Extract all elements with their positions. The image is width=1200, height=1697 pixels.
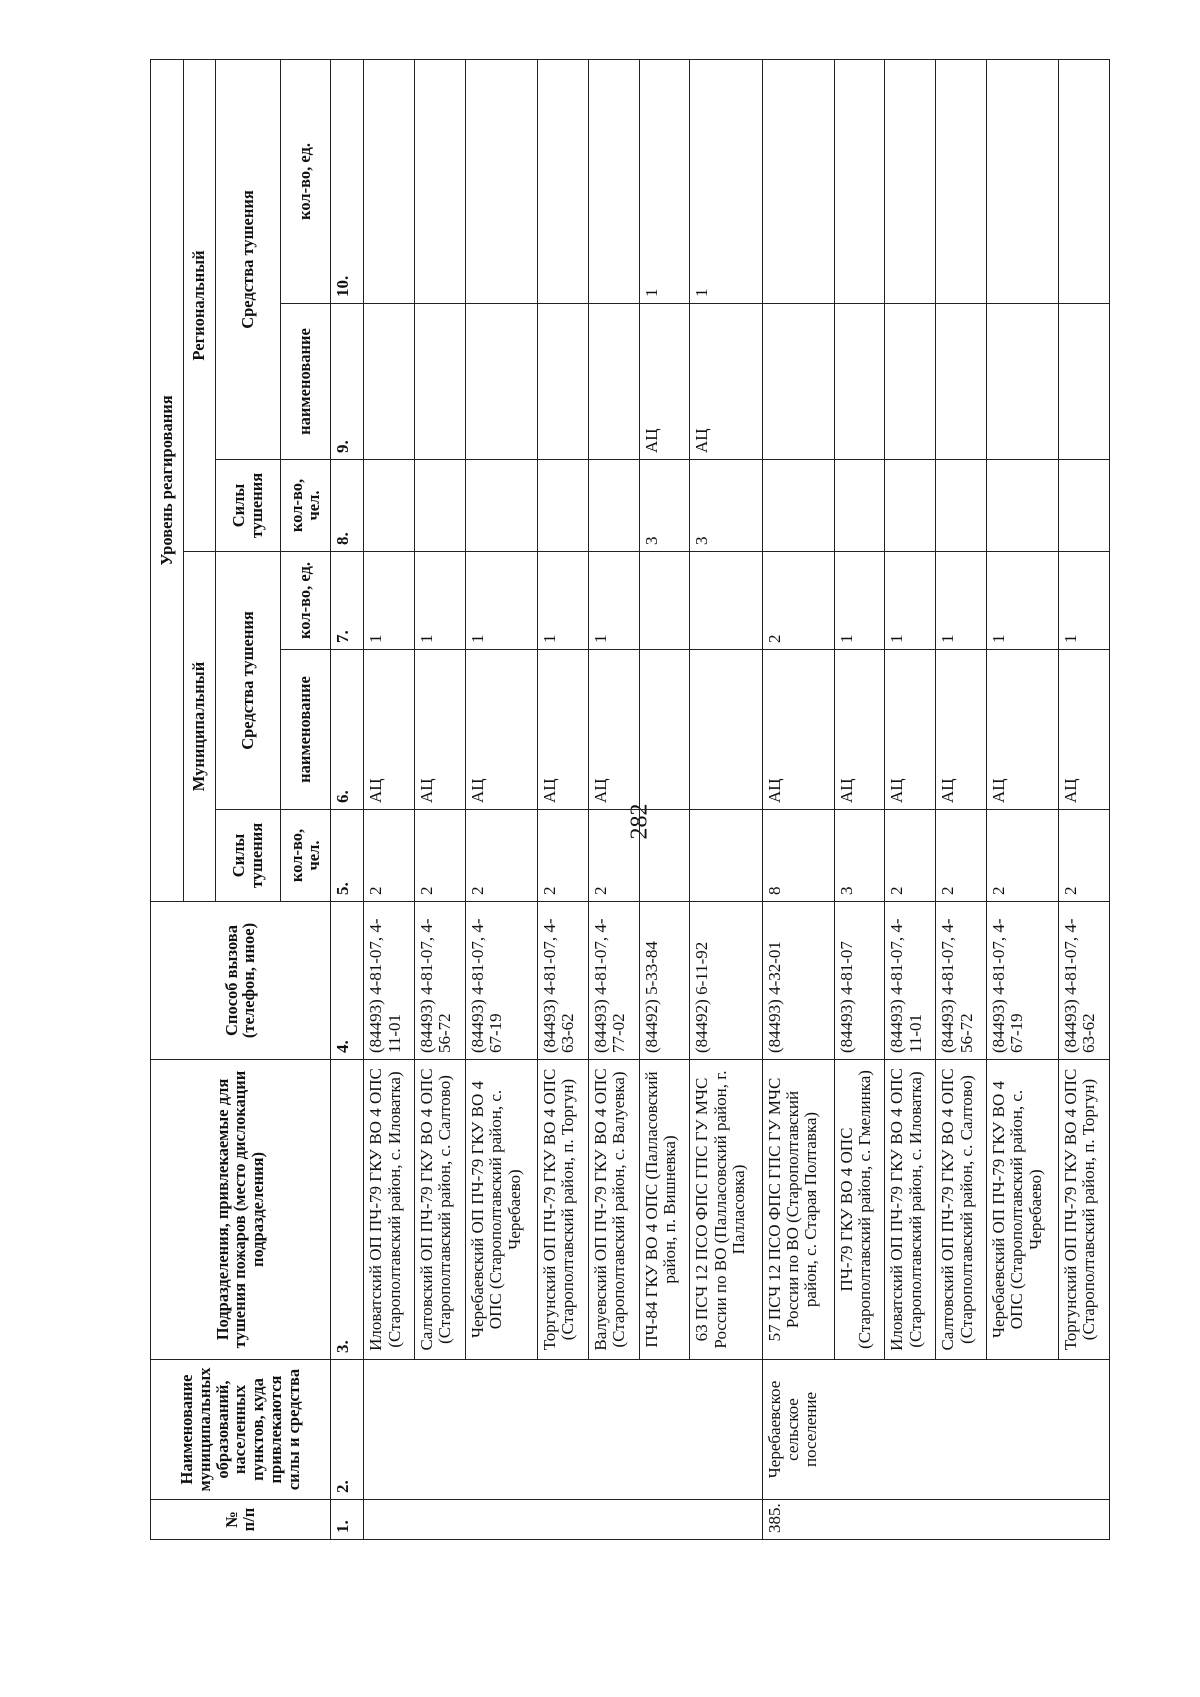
regional-means-qty-cell: [1059, 59, 1110, 303]
regional-means-qty-cell: [986, 59, 1058, 303]
table-body: [364, 59, 1110, 1539]
regional-means-qty-cell: [588, 59, 639, 303]
phone-cell: (84493) 4-81-07, 4-56-72: [415, 902, 466, 1060]
header-qty-people: кол-во, чел.: [281, 810, 331, 902]
rotated-table-sheet: [150, 60, 1110, 1540]
municipal-forces-cell: [639, 810, 690, 902]
municipal-forces-cell: 2: [588, 810, 639, 902]
regional-means-name-cell: [1059, 304, 1110, 460]
regional-forces-cell: [465, 460, 537, 552]
header-forces-municipal: Силы тушения: [216, 810, 281, 902]
header-regional: Региональный: [183, 59, 216, 551]
municipality-cell: Черебаевское сельское поселение: [762, 1360, 1110, 1500]
header-no: № п/п: [151, 1500, 331, 1540]
municipal-means-name-cell: АЦ: [465, 650, 537, 810]
regional-means-name-cell: [986, 304, 1058, 460]
header-means-municipal: Средства тушения: [216, 552, 281, 810]
municipal-means-name-cell: АЦ: [762, 650, 834, 810]
municipal-means-qty-cell: 1: [986, 552, 1058, 650]
phone-cell: (84492) 5-33-84: [639, 902, 690, 1060]
municipal-forces-cell: 3: [834, 810, 885, 902]
phone-cell: (84493) 4-32-01: [762, 902, 834, 1060]
municipal-forces-cell: 2: [465, 810, 537, 902]
regional-forces-cell: 3: [690, 460, 762, 552]
unit-cell: ПЧ-84 ГКУ ВО 4 ОПС (Палласовский район, п. Вишневка): [639, 1060, 690, 1360]
regional-forces-cell: [364, 460, 415, 552]
regional-means-name-cell: АЦ: [690, 304, 762, 460]
municipal-forces-cell: 2: [538, 810, 589, 902]
regional-means-qty-cell: [364, 59, 415, 303]
unit-cell: Иловатский ОП ПЧ-79 ГКУ ВО 4 ОПС (Старополтавский район, с. Иловатка): [364, 1060, 415, 1360]
regional-means-qty-cell: [415, 59, 466, 303]
table-row: [885, 59, 936, 1539]
municipal-forces-cell: 2: [415, 810, 466, 902]
regional-forces-cell: [936, 460, 987, 552]
regional-means-name-cell: [834, 304, 885, 460]
municipal-means-name-cell: АЦ: [415, 650, 466, 810]
row-number-cell: [364, 1500, 762, 1540]
regional-means-name-cell: [885, 304, 936, 460]
regional-means-qty-cell: [936, 59, 987, 303]
column-number: 9.: [330, 304, 364, 460]
table-row: [639, 59, 690, 1539]
column-number-row: [330, 59, 364, 1539]
table-row: [415, 59, 466, 1539]
table-row: [538, 59, 589, 1539]
column-number: 7.: [330, 552, 364, 650]
table-row: [1059, 59, 1110, 1539]
municipal-means-qty-cell: 1: [465, 552, 537, 650]
municipal-means-name-cell: АЦ: [936, 650, 987, 810]
municipal-forces-cell: 2: [885, 810, 936, 902]
column-number: 8.: [330, 460, 364, 552]
municipal-means-name-cell: [690, 650, 762, 810]
header-qty-units: кол-во, ед.: [281, 59, 331, 303]
municipal-forces-cell: 8: [762, 810, 834, 902]
regional-means-qty-cell: [465, 59, 537, 303]
unit-cell: 63 ПСЧ 12 ПСО ФПС ГПС ГУ МЧС России по ВО (Палласовский район, г. Палласовка): [690, 1060, 762, 1360]
unit-cell: Салтовский ОП ПЧ-79 ГКУ ВО 4 ОПС (Старополтавский район, с. Салтово): [415, 1060, 466, 1360]
header-means-regional: Средства тушения: [216, 59, 281, 459]
header-name: наименование: [281, 650, 331, 810]
unit-cell: ПЧ-79 ГКУ ВО 4 ОПС (Старополтавский район, с. Гмелинка): [834, 1060, 885, 1360]
table-row: [364, 59, 415, 1539]
header-qty-units: кол-во, ед.: [281, 552, 331, 650]
phone-cell: (84492) 6-11-92: [690, 902, 762, 1060]
regional-means-name-cell: [415, 304, 466, 460]
column-number: 1.: [330, 1500, 364, 1540]
unit-cell: 57 ПСЧ 12 ПСО ФПС ГПС ГУ МЧС России по ВО (Старополтавский район, с. Старая Полтавка): [762, 1060, 834, 1360]
municipal-means-name-cell: [639, 650, 690, 810]
phone-cell: (84493) 4-81-07, 4-11-01: [364, 902, 415, 1060]
column-number: 6.: [330, 650, 364, 810]
regional-forces-cell: [415, 460, 466, 552]
table-row: [834, 59, 885, 1539]
table-row: [588, 59, 639, 1539]
header-call: Способ вызова (телефон, иное): [151, 902, 331, 1060]
column-number: 10.: [330, 59, 364, 303]
municipal-forces-cell: 2: [936, 810, 987, 902]
header-forces-regional: Силы тушения: [216, 460, 281, 552]
header-municipal: Муниципальный: [183, 552, 216, 902]
unit-cell: Иловатский ОП ПЧ-79 ГКУ ВО 4 ОПС (Старополтавский район, с. Иловатка): [885, 1060, 936, 1360]
phone-cell: (84493) 4-81-07, 4-63-62: [538, 902, 589, 1060]
municipal-forces-cell: 2: [986, 810, 1058, 902]
regional-means-name-cell: АЦ: [639, 304, 690, 460]
phone-cell: (84493) 4-81-07, 4-63-62: [1059, 902, 1110, 1060]
unit-cell: Черебаевский ОП ПЧ-79 ГКУ ВО 4 ОПС (Старополтавский район, с. Черебаево): [986, 1060, 1058, 1360]
regional-forces-cell: [588, 460, 639, 552]
table-row: [690, 59, 762, 1539]
municipal-means-name-cell: АЦ: [364, 650, 415, 810]
phone-cell: (84493) 4-81-07, 4-67-19: [986, 902, 1058, 1060]
header-name: наименование: [281, 304, 331, 460]
regional-forces-cell: [762, 460, 834, 552]
fire-response-table: [150, 59, 1110, 1540]
page-number: 282: [626, 803, 653, 840]
column-number: 4.: [330, 902, 364, 1060]
municipal-means-qty-cell: 1: [588, 552, 639, 650]
municipal-means-qty-cell: 1: [415, 552, 466, 650]
municipal-forces-cell: [690, 810, 762, 902]
regional-forces-cell: [1059, 460, 1110, 552]
header-municipality: Наименование муниципальных образований, населенных пунктов, куда привлекаются силы и средства: [151, 1360, 331, 1500]
municipal-forces-cell: 2: [1059, 810, 1110, 902]
municipal-means-qty-cell: [690, 552, 762, 650]
regional-means-name-cell: [538, 304, 589, 460]
regional-means-qty-cell: 1: [639, 59, 690, 303]
regional-means-name-cell: [936, 304, 987, 460]
municipal-means-qty-cell: 1: [1059, 552, 1110, 650]
unit-cell: Салтовский ОП ПЧ-79 ГКУ ВО 4 ОПС (Старополтавский район, с. Салтово): [936, 1060, 987, 1360]
regional-means-name-cell: [762, 304, 834, 460]
municipal-means-name-cell: АЦ: [588, 650, 639, 810]
phone-cell: (84493) 4-81-07, 4-67-19: [465, 902, 537, 1060]
regional-means-qty-cell: [762, 59, 834, 303]
table-row: [986, 59, 1058, 1539]
regional-forces-cell: [834, 460, 885, 552]
column-number: 3.: [330, 1060, 364, 1360]
municipal-means-qty-cell: [639, 552, 690, 650]
phone-cell: (84493) 4-81-07, 4-11-01: [885, 902, 936, 1060]
regional-means-qty-cell: [885, 59, 936, 303]
municipal-means-name-cell: АЦ: [885, 650, 936, 810]
table-row: [762, 59, 834, 1539]
regional-means-name-cell: [588, 304, 639, 460]
municipal-forces-cell: 2: [364, 810, 415, 902]
table-row: [936, 59, 987, 1539]
table-row: [465, 59, 537, 1539]
municipal-means-name-cell: АЦ: [1059, 650, 1110, 810]
municipality-cell: [364, 1360, 762, 1500]
column-number: 2.: [330, 1360, 364, 1500]
phone-cell: (84493) 4-81-07, 4-56-72: [936, 902, 987, 1060]
regional-forces-cell: [538, 460, 589, 552]
unit-cell: Торгунский ОП ПЧ-79 ГКУ ВО 4 ОПС (Старополтавский район, п. Торгун): [1059, 1060, 1110, 1360]
phone-cell: (84493) 4-81-07: [834, 902, 885, 1060]
header-qty-people: кол-во, чел.: [281, 460, 331, 552]
municipal-means-qty-cell: 1: [834, 552, 885, 650]
phone-cell: (84493) 4-81-07, 4-77-02: [588, 902, 639, 1060]
regional-forces-cell: [885, 460, 936, 552]
header-units: Подразделения, привлекаемые для тушения пожаров (место дислокации подразделения): [151, 1060, 331, 1360]
municipal-means-name-cell: АЦ: [538, 650, 589, 810]
unit-cell: Валуевский ОП ПЧ-79 ГКУ ВО 4 ОПС (Старополтавский район, с. Валуевка): [588, 1060, 639, 1360]
municipal-means-qty-cell: 1: [885, 552, 936, 650]
municipal-means-name-cell: АЦ: [986, 650, 1058, 810]
municipal-means-qty-cell: 1: [364, 552, 415, 650]
regional-means-qty-cell: [538, 59, 589, 303]
regional-means-name-cell: [465, 304, 537, 460]
row-number-cell: 385.: [762, 1500, 1110, 1540]
regional-means-qty-cell: 1: [690, 59, 762, 303]
municipal-means-qty-cell: 1: [936, 552, 987, 650]
municipal-means-qty-cell: 1: [538, 552, 589, 650]
municipal-means-qty-cell: 2: [762, 552, 834, 650]
regional-means-qty-cell: [834, 59, 885, 303]
regional-forces-cell: 3: [639, 460, 690, 552]
unit-cell: Черебаевский ОП ПЧ-79 ГКУ ВО 4 ОПС (Старополтавский район, с. Черебаево): [465, 1060, 537, 1360]
unit-cell: Торгунский ОП ПЧ-79 ГКУ ВО 4 ОПС (Старополтавский район, п. Торгун): [538, 1060, 589, 1360]
header-response-level: Уровень реагирования: [151, 59, 184, 901]
regional-forces-cell: [986, 460, 1058, 552]
regional-means-name-cell: [364, 304, 415, 460]
municipal-means-name-cell: АЦ: [834, 650, 885, 810]
column-number: 5.: [330, 810, 364, 902]
